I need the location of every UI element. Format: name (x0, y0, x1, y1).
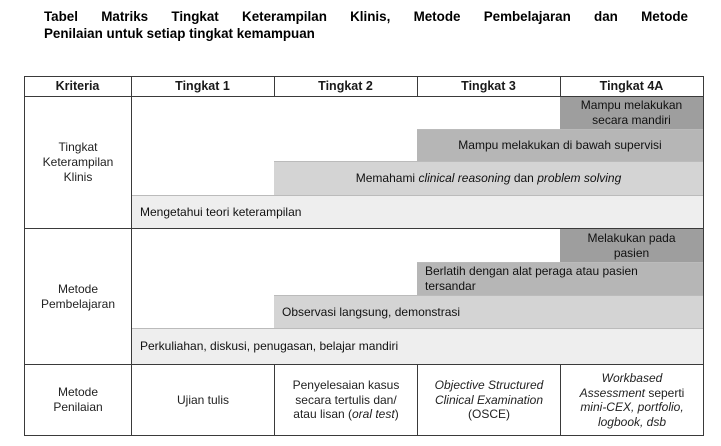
t2-lisan-prefix: atau lisan ( (293, 407, 352, 422)
penilaian-t1-text: Ujian tulis (176, 392, 230, 407)
bar-keterampilan-tingkat-3 (417, 129, 703, 161)
criteria-metode-pembelajaran (25, 229, 131, 364)
seperti-text: seperti (645, 385, 685, 400)
penilaian-tingkat-1 (132, 365, 274, 435)
penilaian-t2-line-1: Penyelesaian kasus (292, 378, 400, 393)
penilaian-t3-line-1 (435, 378, 544, 393)
t2-conjunction: dan (510, 171, 538, 185)
header-tingkat-1: Tingkat 1 (175, 79, 230, 93)
bar-pembelajaran-tingkat-3 (417, 262, 703, 295)
criteria-pembelajaran-line-2: Pembelajaran (40, 296, 116, 311)
criteria-keterampilan-line-3: Klinis (63, 170, 93, 184)
table-border-right (703, 76, 704, 436)
penilaian-t4-line-4 (580, 415, 685, 430)
assessment-text: Assessment (579, 385, 645, 400)
penilaian-t4-line-2 (580, 386, 685, 401)
bar-pembelajaran-t3-line-2: tersandar (425, 279, 476, 293)
header-tingkat-3: Tingkat 3 (461, 79, 516, 93)
bar-keterampilan-t4-line-2: secara mandiri (592, 113, 671, 127)
logbook-text: logbook, dsb (597, 414, 667, 429)
t2-prefix: Memahami (355, 171, 419, 185)
bar-keterampilan-t2-text (356, 171, 622, 186)
t2-lisan-suffix: ) (394, 407, 399, 422)
penilaian-t3-line-3: (OSCE) (468, 407, 510, 422)
title-line-1: Tabel Matriks Tingkat Keterampilan Klinis, Metode Pembelajaran dan Metode (44, 9, 688, 24)
bar-pembelajaran-t2-text: Observasi langsung, demonstrasi (282, 304, 461, 319)
table-border-bottom (24, 435, 704, 436)
penilaian-tingkat-3 (418, 365, 560, 435)
criteria-pembelajaran-line-1: Metode (57, 281, 98, 296)
criteria-penilaian-line-1: Metode (57, 385, 99, 399)
criteria-keterampilan-line-2: Keterampilan (42, 155, 114, 169)
penilaian-t2-line-3 (293, 407, 400, 422)
penilaian-t4-line-3 (580, 400, 685, 415)
penilaian-tingkat-4a (561, 365, 703, 435)
header-tingkat-2: Tingkat 2 (318, 79, 373, 93)
osce-line-1: Objective Structured (434, 378, 544, 393)
t2-clinical-reasoning: clinical reasoning (418, 171, 511, 185)
criteria-keterampilan-klinis (25, 97, 131, 228)
bar-pembelajaran-tingkat-1 (132, 328, 703, 364)
bar-keterampilan-tingkat-4a (560, 97, 703, 129)
mini-cex-text: mini-CEX, portfolio, (580, 400, 684, 414)
criteria-metode-penilaian (25, 365, 131, 435)
penilaian-tingkat-2 (275, 365, 417, 435)
competency-matrix-table (24, 76, 704, 436)
bar-keterampilan-t1-text: Mengetahui teori keterampilan (140, 204, 302, 219)
bar-pembelajaran-tingkat-2 (274, 295, 703, 328)
bar-pembelajaran-t4-line-1: Melakukan pada (587, 230, 676, 245)
bar-keterampilan-tingkat-1 (132, 195, 703, 228)
osce-line-2: Clinical Examination (434, 392, 544, 407)
title-line-2: Penilaian untuk setiap tingkat kemampuan (44, 26, 315, 41)
t2-oral-test: oral test (352, 407, 395, 422)
page-title (44, 8, 688, 42)
bar-pembelajaran-tingkat-4a (560, 229, 703, 262)
criteria-keterampilan-line-1: Tingkat (58, 140, 98, 154)
workbased-text: Workbased (601, 371, 663, 385)
bar-pembelajaran-t1-text: Perkuliahan, diskusi, penugasan, belajar mandiri (140, 339, 399, 353)
penilaian-t2-line-2: secara tertulis dan/ (295, 392, 397, 407)
header-tingkat-4a: Tingkat 4A (599, 79, 664, 93)
bar-pembelajaran-t4-line-2: pasien (613, 245, 650, 260)
bar-keterampilan-tingkat-2 (274, 161, 703, 195)
bar-pembelajaran-t3-line-1: Berlatih dengan alat peraga atau pasien (425, 264, 638, 278)
bar-keterampilan-t4-line-1: Mampu melakukan (580, 98, 683, 112)
bar-keterampilan-t3-text: Mampu melakukan di bawah supervisi (458, 138, 662, 152)
penilaian-t3-line-2 (435, 393, 544, 408)
criteria-penilaian-line-2: Penilaian (53, 400, 103, 414)
penilaian-t4-line-1 (580, 371, 685, 386)
t2-problem-solving: problem solving (537, 171, 622, 185)
header-kriteria: Kriteria (55, 79, 100, 93)
